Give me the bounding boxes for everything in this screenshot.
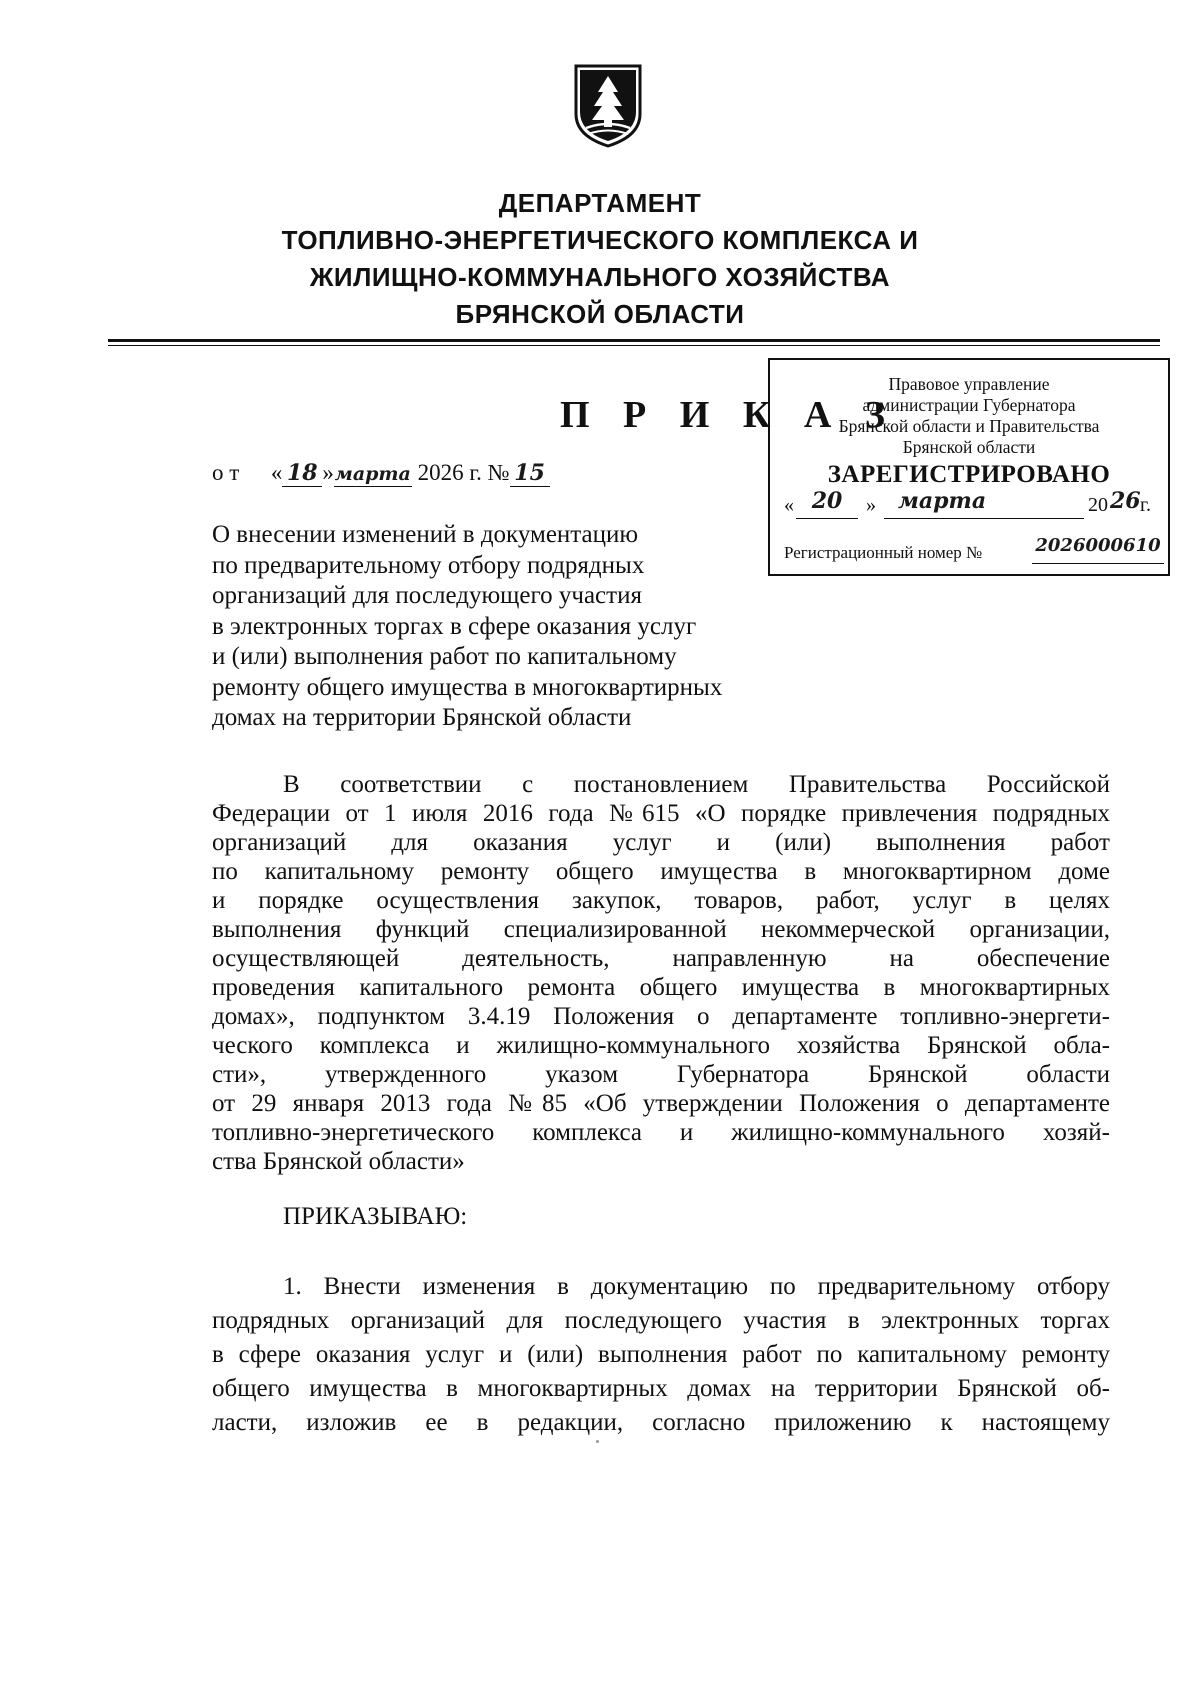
stamp-reg-label: Регистрационный номер № [784, 543, 983, 562]
preamble-line: и порядке осуществления закупок, товаров, работ, услуг в целях [212, 887, 1110, 914]
header-line-3: ЖИЛИЩНО-КОММУНАЛЬНОГО ХОЗЯЙСТВА [309, 262, 891, 292]
subject-line: в электронных торгах в сфере оказания услуг [212, 612, 697, 640]
subject-line: ремонту общего имущества в многоквартирных [212, 673, 723, 701]
item-line: подрядных организаций для последующего участия в электронных торгах [212, 1307, 1110, 1334]
preamble-line: домах», подпунктом 3.4.19 Положения о департаменте топливно-энергети- [212, 1003, 1110, 1030]
order-title: П Р И К А З [560, 394, 897, 436]
stamp-registration-number [784, 535, 1164, 569]
subject-line: О внесении изменений в документацию [212, 521, 639, 548]
stamp-date-month: марта [898, 488, 987, 514]
subject-line: организаций для последующего участия [212, 582, 642, 609]
order-day: 18 [287, 460, 318, 486]
preamble-line: топливно-энергетического комплекса и жилищно-коммунального хозяй- [212, 1119, 1110, 1146]
stamp-date [784, 488, 1162, 524]
preamble-line: Федерации от 1 июля 2016 года №615 «О порядке привлечения подрядных [212, 800, 1110, 827]
preamble-line: ства Брянской области» [212, 1148, 465, 1175]
stamp-line-1: Правовое управление [888, 374, 1050, 394]
stamp-date-year-prefix: 20 [1088, 494, 1108, 516]
order-verb: ПРИКАЗЫВАЮ: [283, 1203, 468, 1230]
order-date-line [212, 460, 550, 487]
stamp-reg-number: 2026000610 [1035, 535, 1161, 556]
stamp-line-3: Брянской области и Правительства [838, 416, 1100, 436]
date-open-quote: « [270, 460, 283, 485]
subject-line: и (или) выполнения работ по капитальному [212, 643, 677, 670]
stamp-date-day: 20 [811, 488, 843, 514]
preamble-line: по капитальному ремонту общего имущества в многоквартирном доме [212, 858, 1110, 885]
subject-line: домах на территории Брянской области [212, 704, 632, 731]
registration-stamp [768, 358, 1170, 576]
item-line: в сфере оказания услуг и (или) выполнения работ по капитальному ремонту [212, 1341, 1110, 1368]
scan-speck [596, 1440, 599, 1443]
preamble-line: сти», утвержденного указом Губернатора Брянской области [212, 1061, 1110, 1088]
stamp-date-year: 26 [1110, 488, 1141, 514]
header-divider-thick [108, 339, 1160, 342]
preamble-line: В соответствии с постановлением Правительства Российской [283, 771, 1110, 798]
stamp-registered-label: ЗАРЕГИСТРИРОВАНО [827, 461, 1111, 488]
stamp-line-2: администрации Губернатора [862, 395, 1076, 415]
date-prefix: о т [212, 460, 240, 485]
stamp-date-year-suffix: г. [1140, 494, 1151, 516]
order-item-1 [212, 1270, 1110, 1440]
preamble-line: от 29 января 2013 года №85 «Об утверждении Положения о департаменте [212, 1090, 1110, 1117]
order-year: 2026 г. № [417, 460, 510, 485]
stamp-line-4: Брянской области [902, 437, 1036, 457]
header-divider-thin [108, 345, 1160, 346]
header-line-4: БРЯНСКОЙ ОБЛАСТИ [455, 299, 745, 329]
stamp-date-close-quote: » [866, 494, 876, 516]
preamble-paragraph [212, 770, 1110, 1176]
preamble-line: ческого комплекса и жилищно-коммунального хозяйства Брянской обла- [212, 1032, 1110, 1059]
order-subject [212, 520, 812, 734]
stamp-date-open-quote: « [784, 494, 794, 516]
preamble-line: осуществляющей деятельность, направленную на обеспечение [212, 945, 1110, 972]
preamble-line: проведения капитального ремонта общего имущества в многоквартирных [212, 974, 1110, 1001]
order-number: 15 [514, 460, 545, 486]
item-line: ласти, изложив ее в редакции, согласно приложению к настоящему [212, 1409, 1110, 1436]
preamble-line: организаций для оказания услуг и (или) выполнения работ [212, 829, 1110, 856]
coat-of-arms-emblem [570, 62, 646, 150]
department-header [0, 185, 1200, 333]
date-close-quote: » [322, 460, 334, 485]
order-month: марта [334, 463, 411, 485]
header-line-2: ТОПЛИВНО-ЭНЕРГЕТИЧЕСКОГО КОМПЛЕКСА И [281, 225, 919, 255]
item-line: 1. Внести изменения в документацию по предварительному отбору [283, 1273, 1110, 1300]
item-line: общего имущества в многоквартирных домах на территории Брянской об- [212, 1375, 1110, 1402]
preamble-line: выполнения функций специализированной некоммерческой организации, [212, 916, 1110, 943]
subject-line: по предварительному отбору подрядных [212, 551, 645, 579]
header-line-1: ДЕПАРТАМЕНТ [498, 188, 702, 218]
